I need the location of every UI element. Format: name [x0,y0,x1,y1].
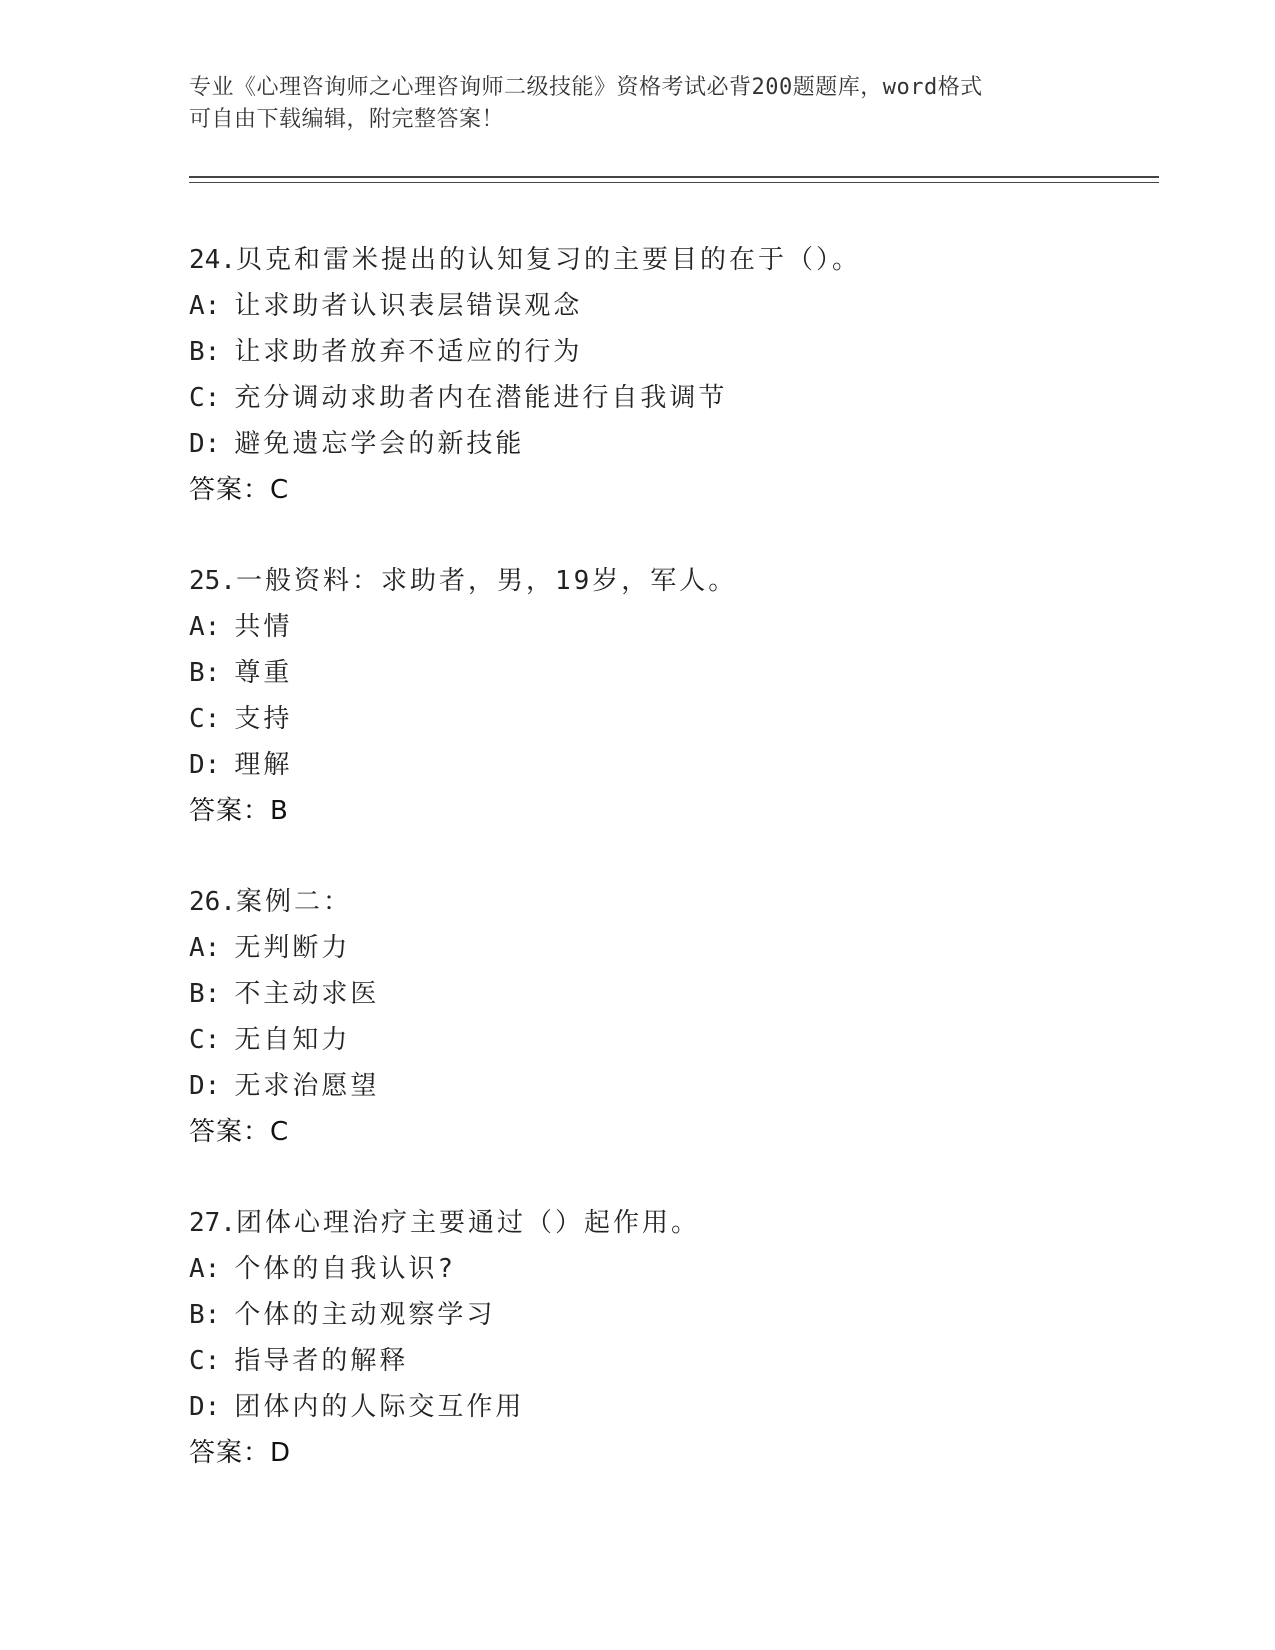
option-key: D: [189,429,221,459]
option-key: A: [189,291,221,321]
option-text: 个体的自我认识? [234,1254,456,1284]
option-key: C: [189,1346,221,1376]
option-a [189,604,1149,650]
question-27 [189,1200,1149,1476]
answer-label: 答案： [189,1438,271,1468]
option-key: C: [189,1025,221,1055]
question-stem [189,237,1149,283]
question-stem [189,879,1149,925]
option-text: 避免遗忘学会的新技能 [234,429,525,459]
option-key: D: [189,1071,221,1101]
option-text: 不主动求医 [234,979,380,1009]
option-key: B: [189,658,221,688]
option-d [189,1063,1149,1109]
option-text: 个体的主动观察学习 [234,1300,496,1330]
option-text: 团体内的人际交互作用 [234,1392,525,1422]
option-b [189,1292,1149,1338]
option-b [189,971,1149,1017]
option-c [189,1017,1149,1063]
question-26 [189,879,1149,1155]
question-text: 一般资料：求助者，男，19岁，军人。 [235,566,738,596]
option-key: D: [189,1392,221,1422]
option-text: 支持 [234,704,293,734]
question-list [189,237,1149,1521]
option-c [189,696,1149,742]
question-text: 案例二： [235,887,352,917]
answer [189,467,1149,513]
question-24 [189,237,1149,513]
header-line-1: 专业《心理咨询师之心理咨询师二级技能》资格考试必背200题题库，word格式 [189,75,983,100]
option-key: C: [189,383,221,413]
answer-value: C [270,1117,290,1147]
header-divider [189,176,1159,183]
option-key: A: [189,612,221,642]
option-a [189,1246,1149,1292]
option-c [189,1338,1149,1384]
option-a [189,283,1149,329]
option-b [189,650,1149,696]
question-25 [189,558,1149,834]
answer-value: D [270,1438,292,1468]
question-number: 27. [189,1208,236,1238]
option-text: 让求助者认识表层错误观念 [234,291,583,321]
answer-label: 答案： [189,475,271,505]
question-stem [189,1200,1149,1246]
option-c [189,375,1149,421]
answer-label: 答案： [189,1117,271,1147]
option-text: 无求治愿望 [234,1071,380,1101]
option-text: 指导者的解释 [234,1346,409,1376]
option-text: 无自知力 [234,1025,351,1055]
question-stem [189,558,1149,604]
option-text: 理解 [234,750,293,780]
option-text: 充分调动求助者内在潜能进行自我调节 [234,383,728,413]
question-number: 25. [189,566,236,596]
option-key: C: [189,704,221,734]
answer [189,788,1149,834]
question-text: 团体心理治疗主要通过（）起作用。 [235,1208,700,1238]
option-text: 让求助者放弃不适应的行为 [234,337,583,367]
option-text: 共情 [234,612,293,642]
answer [189,1109,1149,1155]
option-b [189,329,1149,375]
answer-label: 答案： [189,796,271,826]
option-key: B: [189,337,221,367]
option-d [189,742,1149,788]
question-text: 贝克和雷米提出的认知复习的主要目的在于（）。 [235,245,861,275]
option-key: B: [189,1300,221,1330]
option-key: A: [189,1254,221,1284]
option-a [189,925,1149,971]
question-number: 24. [189,245,236,275]
answer-value: C [270,475,290,505]
question-number: 26. [189,887,236,917]
option-key: A: [189,933,221,963]
header-line-2: 可自由下载编辑，附完整答案！ [189,107,505,132]
option-d [189,421,1149,467]
option-d [189,1384,1149,1430]
option-text: 无判断力 [234,933,351,963]
option-text: 尊重 [234,658,293,688]
option-key: B: [189,979,221,1009]
answer [189,1430,1149,1476]
page-header [189,72,1089,136]
option-key: D: [189,750,221,780]
answer-value: B [270,796,289,826]
